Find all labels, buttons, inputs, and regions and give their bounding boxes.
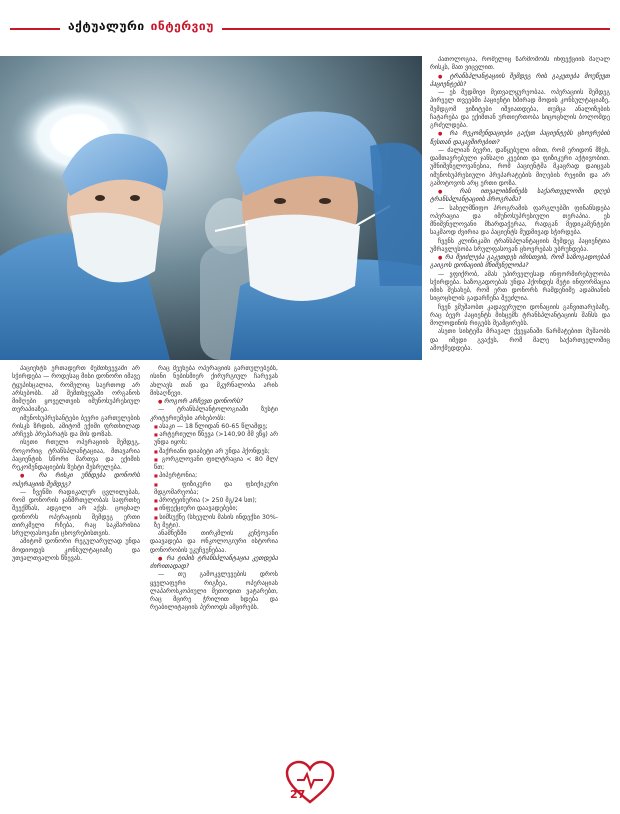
interview-question: ● რას ითვალისწინებს საქართველოში დღეს ტრანსპლანტაციის პროგრამა? (430, 188, 610, 205)
article-column-1 (12, 365, 140, 785)
paragraph: პაციენტს ერთადერთ შემთხვევაში არ სჭირდება — როდესაც მისი დონორი იმავე ტყუპისცალია, რომელიც საერთოდ არ არსებობს. ამ შემთხვევაში ორგანოს მიმღები ყოველთვის იმუნოსუპრესიულ თერაპიაზეა. (12, 365, 140, 414)
interview-question: ● როგორ არჩევთ დონორს? (150, 398, 278, 406)
interview-question: ● რა რეკომენდაციები გაქვთ პაციენტებს ცხოვრების წესთან დაკავშირებით? (430, 130, 610, 147)
paragraph: — ვფიქრობ, ამას უპირველესად ინფორმირებულობა სჭირდება. საზოგადოებას უნდა ჰქონდეს მეტი ინფორმაცია იმის შესახებ, რომ ერთ დონორს რამდენიმე ადამიანის სიცოცხლის გადარჩენა შეუძლია. (430, 270, 610, 303)
interview-question: ● რა შეიძლება გაკეთდეს იმისთვის, რომ საზოგადოებამ გაიგოს დონაციის მნიშვნელობა? (430, 254, 610, 271)
paragraph: — თუ გამოკვლევების დროს ყველაფერი რიგზეა, ოპერაციას ლაპაროსკოპიული მეთოდით ვატარებთ, რაც მცირე ჭრილით ხდება და რეაბილიტაციის პერიოდს ამცირებს. (150, 571, 278, 612)
criteria-bullet: ■ ფიზიკური და ფსიქიკური მდგომარეობა; (150, 481, 278, 498)
paragraph: ასეთი სისტემა მრავალ ქვეყანაში წარმატებით მუშაობს და იმედი გვაქვს, რომ მალე საქართველოშიც ამოქმედდება. (430, 328, 610, 352)
article-column-3 (430, 56, 610, 786)
paragraph: ისეთი რთული ოპერაციის შემდეგ, როგორიც ტრანსპლანტაციაა, მთავარია პაციენტის სწორი მართვა და ექიმის რეკომენდაციების ზუსტი შესრულება. (12, 439, 140, 471)
section-sublabel: ინტერვიუ (150, 19, 214, 33)
paragraph: იმუნოსუპრესანტები ბევრი გართულების რისკს ზრდის, ამიტომ ექიმი ფრთხილად არჩევს პრეპარატს და მის დოზას. (12, 414, 140, 438)
criteria-bullet: ■ პროტეინურია (> 250 მგ/24 სთ); (150, 497, 278, 505)
paragraph: — ძალიან ბევრი, დაწყებული იმით, რომ ერიდონ მზეს, დამთავრებული ჯანსაღი კვებით და ფიზიკური აქტივობით. უმნიშვნელოვანესია, რომ პაციენტმა მკაცრად დაიცვას იმუნოსუპრესიული პრეპარატების მიღების რეჟიმი და არ გამოტოვოს არც ერთი დოზა. (430, 146, 610, 187)
criteria-bullet: ■ ჰიპერტონია; (150, 472, 278, 480)
paragraph: — ჩვენში რადიკალურ ცვლილებას, რომ დონორის ჯანმრთელობას საფრთხე შეექმნას, ადგილი არ აქვს. ცოცხალ დონორს ოპერაციის შემდეგ ერთი თირკმელი რჩება, რაც საკმარისია სრულფასოვანი ცხოვრებისთვის. (12, 488, 140, 537)
paragraph: პათოლოგია, რომელიც წარმოშობს ინფექციის მაღალ რისკს, მათ ვიცვლით. (430, 56, 610, 72)
criteria-bullet: ■ შაქრიანი დიაბეტი არ უნდა ჰქონდეს; (150, 448, 278, 456)
interview-question: ● რა ტიპის ტრანსპლანტაცია კეთდება ძირითადად? (150, 555, 278, 572)
paragraph: ჩვენს კლინიკაში ტრანსპლანტაციის შემდეგ პაციენტთა უმრავლესობა სრულფასოვან ცხოვრებას უბრუნდება. (430, 237, 610, 253)
criteria-bullet: ■ გორგლოვანი ფილტრაცია < 80 მლ/წთ; (150, 456, 278, 473)
paragraph: ამიტომ დონორი რეგულარულად უნდა მოდიოდეს კონსულტაციაზე და უთვალთვალოს წნევას. (12, 538, 140, 562)
surgeons-photo (0, 56, 422, 360)
criteria-bullet: ■ არტერიული წნევა (>140,90 მმ ვწყ) არ უნდა იყოს; (150, 431, 278, 448)
criteria-bullet: ■ ინფექციური დაავადებები; (150, 505, 278, 513)
paragraph: — ეს მუდმივი მეთვალყურეობაა. ოპერაციის შემდეგ პირველ თვეებში პაციენტი ხშირად მოდის კონსულტაციაზე, შემდგომ ვიზიტები იშვიათდება, თუმცა ანალიზების ჩატარება და ექიმთან ურთიერთობა სიცოცხლის ბოლომდე გრძელდება. (430, 89, 610, 129)
paragraph: რაც შეეხება ოპერაციის გართულებებს, ისინი ნებისმიერ ქირურგიულ ჩარევას ახლავს თან და მკურნალობა არის მისაღწევი. (150, 365, 278, 397)
section-tag (60, 14, 222, 38)
interview-question: ● ტრანსპლანტაციის შემდეგ რის გაკეთება მოუწევთ პაციენტებს? (430, 73, 610, 90)
paragraph: — სახელმწიფო პროგრამის ფარგლებში ფინანსდება ოპერაცია და იმუნოსუპრესიული თერაპია. ეს მნიშვნელოვანი მხარდაჭერაა, რადგან მედიკამენტები საკმაოდ ძვირია და პაციენტს მუდმივად სჭირდება. (430, 204, 610, 237)
interview-question: ● რა რისკი უჩნდება დონორს ოპერაციის შემდეგ? (12, 472, 140, 489)
page-number: 27 (290, 788, 306, 801)
criteria-bullet: ■ სიმსუქნე (სხეულის მასის ინდექსი 30%-ზე მეტი). (150, 514, 278, 531)
paragraph: — ტრანსპლანტოლოგიაში ზუსტი კრიტერიუმები არსებობს: (150, 406, 278, 422)
article-column-2 (150, 365, 278, 785)
paragraph: ანამნეზში თირკმლის კენჭოვანი დაავადება და ონკოლოგიური ისტორია დონორობის უკუჩვენებაა. (150, 530, 278, 554)
paragraph: ჩვენ ვმუშაობთ კადავერული დონაციის განვითარებაზე, რაც ბევრ პაციენტს მისცემს ტრანსპლანტაციის შანსს და მოლოდინის რიგებს შეამცირებს. (430, 303, 610, 327)
section-label: აქტუალური (68, 19, 145, 33)
criteria-bullet: ■ ასაკი — 18 წლიდან 60-65 წლამდე; (150, 423, 278, 431)
